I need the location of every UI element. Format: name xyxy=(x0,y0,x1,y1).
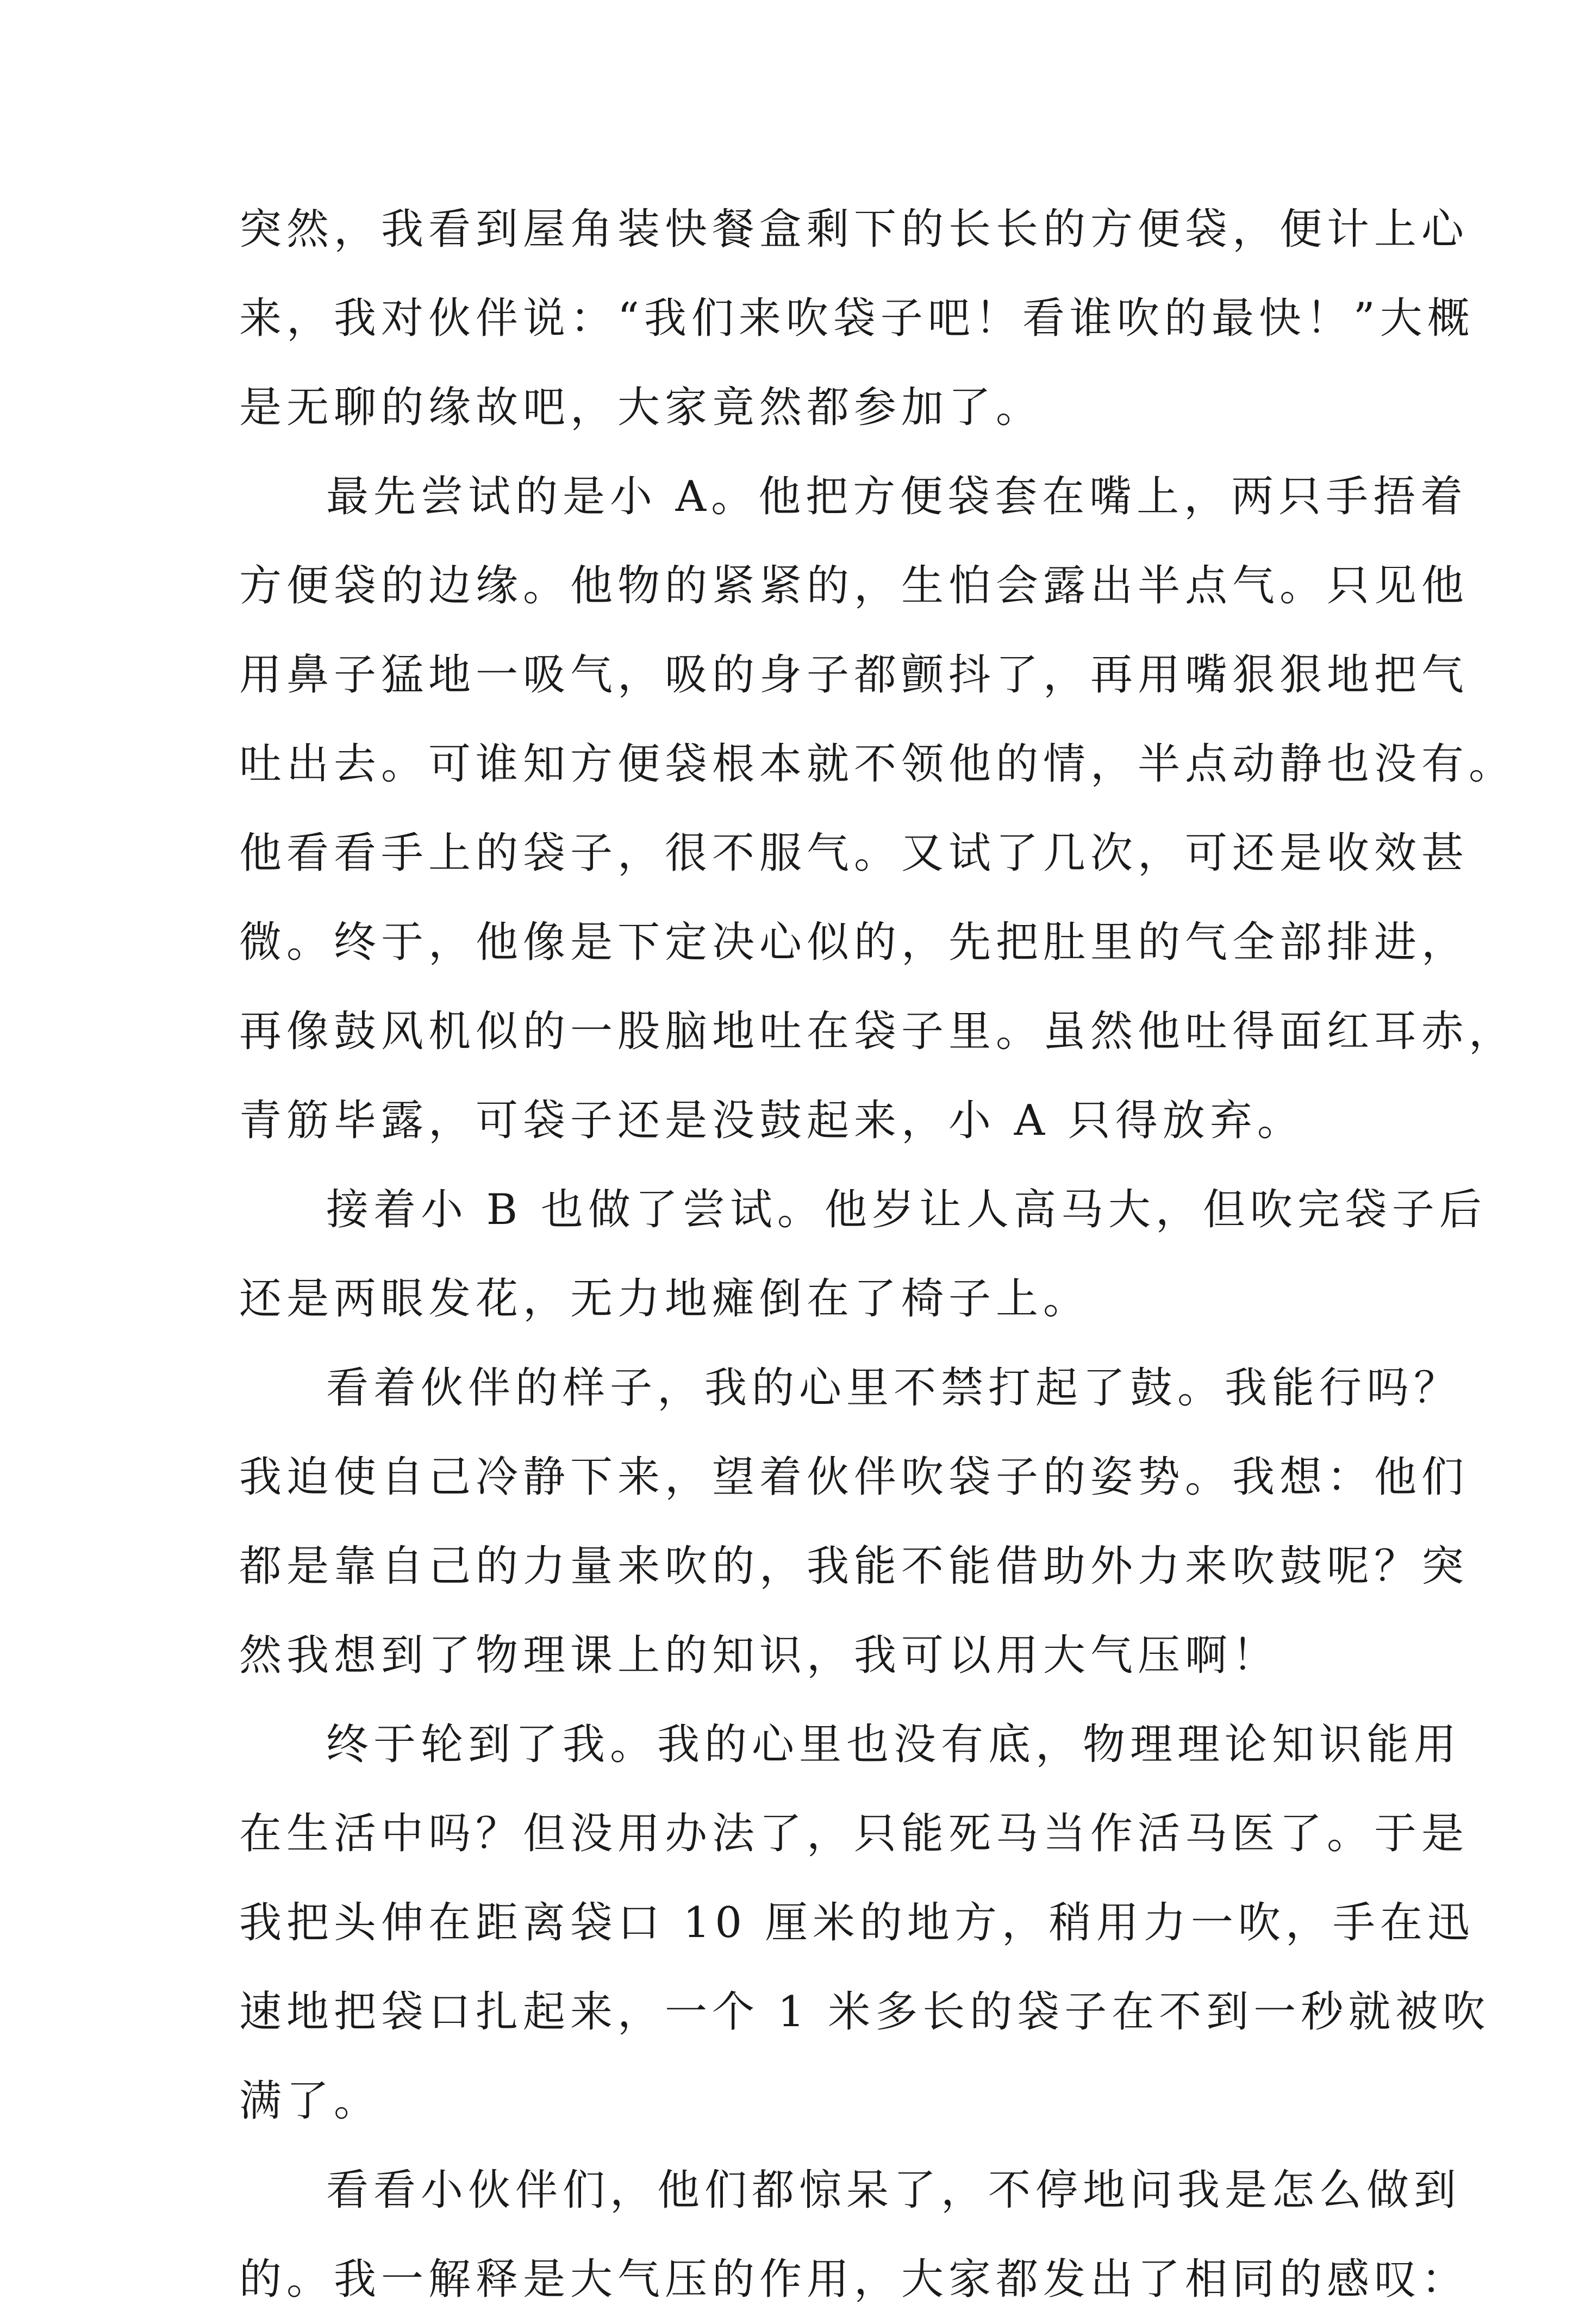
text-line: 我迫使自己冷静下来，望着伙伴吹袋子的姿势。我想：他们 xyxy=(239,1453,1469,1502)
text-line: 满了。 xyxy=(239,2077,382,2126)
text-line: 微。终于，他像是下定决心似的，先把肚里的气全部排进， xyxy=(239,918,1469,967)
text-line: 还是两眼发花，无力地瘫倒在了椅子上。 xyxy=(239,1275,1091,1323)
text-line: 最先尝试的是小 A。他把方便袋套在嘴上，两只手捂着 xyxy=(326,472,1468,521)
text-line: 吐出去。可谁知方便袋根本就不领他的情，半点动静也没有。 xyxy=(239,740,1516,789)
text-line: 都是靠自己的力量来吹的，我能不能借助外力来吹鼓呢？突 xyxy=(239,1542,1469,1591)
text-line: 方便袋的边缘。他物的紧紧的，生怕会露出半点气。只见他 xyxy=(239,561,1469,610)
paragraph-1 xyxy=(239,185,1475,452)
paragraph-3 xyxy=(239,1165,1487,1344)
text-line: 再像鼓风机似的一股脑地吐在袋子里。虽然他吐得面红耳赤， xyxy=(239,1007,1516,1056)
text-line: 在生活中吗？但没用办法了，只能死马当作活马医了。于是 xyxy=(239,1809,1469,1858)
text-line: 接着小 B 也做了尝试。他岁让人高马大，但吹完袋子后 xyxy=(326,1185,1487,1234)
text-line: 终于轮到了我。我的心里也没有底，物理理论知识能用 xyxy=(326,1720,1462,1769)
text-line: 来，我对伙伴说：“我们来吹袋子吧！看谁吹的最快！”大概 xyxy=(239,294,1475,343)
text-line: 他看看手上的袋子，很不服气。又试了几次，可还是收效甚 xyxy=(239,829,1469,878)
text-line: 我把头伸在距离袋口 10 厘米的地方，稍用力一吹，手在迅 xyxy=(239,1898,1475,1947)
text-line: 看着伙伴的样子，我的心里不禁打起了鼓。我能行吗？ xyxy=(326,1364,1462,1413)
paragraph-2 xyxy=(239,452,1516,1165)
text-line: 速地把袋口扎起来，一个 1 米多长的袋子在不到一秒就被吹 xyxy=(239,1988,1490,2036)
paragraph-4 xyxy=(239,1344,1469,1700)
paragraph-5 xyxy=(239,1700,1490,2146)
text-line: 突然，我看到屋角装快餐盒剩下的长长的方便袋，便计上心 xyxy=(239,205,1469,254)
paragraph-6 xyxy=(239,2146,1469,2324)
text-line: 青筋毕露，可袋子还是没鼓起来，小 A 只得放弃。 xyxy=(239,1096,1304,1145)
text-line: 然我想到了物理课上的知识，我可以用大气压啊！ xyxy=(239,1631,1280,1680)
text-line: 是无聊的缘故吧，大家竟然都参加了。 xyxy=(239,383,1044,432)
text-line: 看看小伙伴们，他们都惊呆了，不停地问我是怎么做到 xyxy=(326,2166,1462,2215)
text-line: 用鼻子猛地一吸气，吸的身子都颤抖了，再用嘴狠狠地把气 xyxy=(239,651,1469,699)
text-line: 的。我一解释是大气压的作用，大家都发出了相同的感叹： xyxy=(239,2255,1469,2304)
document-body xyxy=(239,185,1516,2324)
